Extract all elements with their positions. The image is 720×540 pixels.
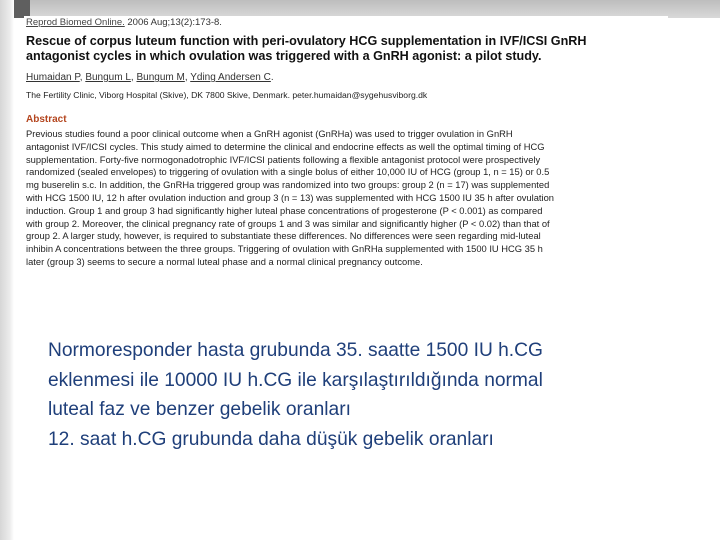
citation xyxy=(26,17,222,28)
author-link[interactable]: Humaidan P xyxy=(26,72,80,83)
summary-text xyxy=(48,336,708,454)
author-separator: , xyxy=(79,72,86,83)
abstract-heading: Abstract xyxy=(26,114,67,125)
pubmed-abstract-screenshot xyxy=(24,16,668,296)
article-title xyxy=(26,34,666,64)
journal-link[interactable]: Reprod Biomed Online. xyxy=(26,17,125,28)
summary-line: Normoresponder hasta grubunda 35. saatte 1500 IU h.CG xyxy=(48,340,543,361)
author-link[interactable]: Bungum M xyxy=(136,72,185,83)
abstract-line: mg buserelin s.c. In addition, the GnRHa triggered group was randomized into two groups: group 2 (n = 17) was supplemented xyxy=(26,180,550,191)
abstract-line: induction. Group 1 and group 3 had significantly higher luteal phase concentrations of progesterone (P < 0.001) as compared xyxy=(26,205,543,216)
summary-line: eklenmesi ile 10000 IU h.CG ile karşılaştırıldığında normal xyxy=(48,369,543,391)
summary-line: luteal faz ve benzer gebelik oranları xyxy=(48,399,351,420)
abstract-line: with group 2. Moreover, the clinical pregnancy rate of groups 1 and 3 was similar and significantly higher (P < 0.02) than that of xyxy=(26,218,550,229)
affiliation: The Fertility Clinic, Viborg Hospital (Skive), DK 7800 Skive, Denmark. peter.humaidan@sygehusviborg.dk xyxy=(26,90,428,100)
abstract-line: supplementation. Forty-five normogonadotrophic IVF/ICSI patients following a flexible antagonist protocol were prospectively xyxy=(26,154,541,165)
abstract-line: group 2. A larger study, however, is required to substantiate these differences. No differences were seen regarding mid-luteal xyxy=(26,231,541,242)
author-link[interactable]: Yding Andersen C xyxy=(190,72,271,83)
author-separator: , xyxy=(184,72,191,83)
abstract-line: randomized (sealed envelopes) to triggering of ovulation with a single bolus of either 10,000 IU of HCG (group 1, n = 15) or 0.5 xyxy=(26,167,550,178)
abstract-text xyxy=(26,128,670,269)
author-list xyxy=(26,72,274,83)
title-line: antagonist cycles in which ovulation was triggered with a GnRH agonist: a pilot study. xyxy=(26,49,542,63)
abstract-line: later (group 3) seems to secure a normal luteal phase and a normal clinical pregnancy outcome. xyxy=(26,256,423,267)
abstract-line: antagonist IVF/ICSI cycles. This study aimed to determine the clinical and endocrine effects as well the optimal timing of HCG xyxy=(26,141,545,152)
abstract-line: inhibin A concentrations between the three groups. Triggering of ovulation with GnRHa supplemented with 1500 IU HCG 35 h xyxy=(26,244,543,255)
title-line: Rescue of corpus luteum function with peri-ovulatory HCG supplementation in IVF/ICSI GnRH xyxy=(26,34,587,48)
authors-end: . xyxy=(270,72,274,83)
summary-line: 12. saat h.CG grubunda daha düşük gebelik oranları xyxy=(48,428,494,450)
citation-details: 2006 Aug;13(2):173-8. xyxy=(124,17,222,28)
abstract-line: with HCG 1500 IU, 12 h after ovulation induction and group 3 (n = 13) was supplemented with HCG 1500 IU 35 h after ovulation xyxy=(26,192,554,203)
author-separator: , xyxy=(130,72,137,83)
author-link[interactable]: Bungum L xyxy=(85,72,131,83)
slide-left-strip xyxy=(0,0,14,540)
abstract-line: Previous studies found a poor clinical outcome when a GnRH agonist (GnRHa) was used to trigger ovulation in GnRH xyxy=(26,129,513,139)
